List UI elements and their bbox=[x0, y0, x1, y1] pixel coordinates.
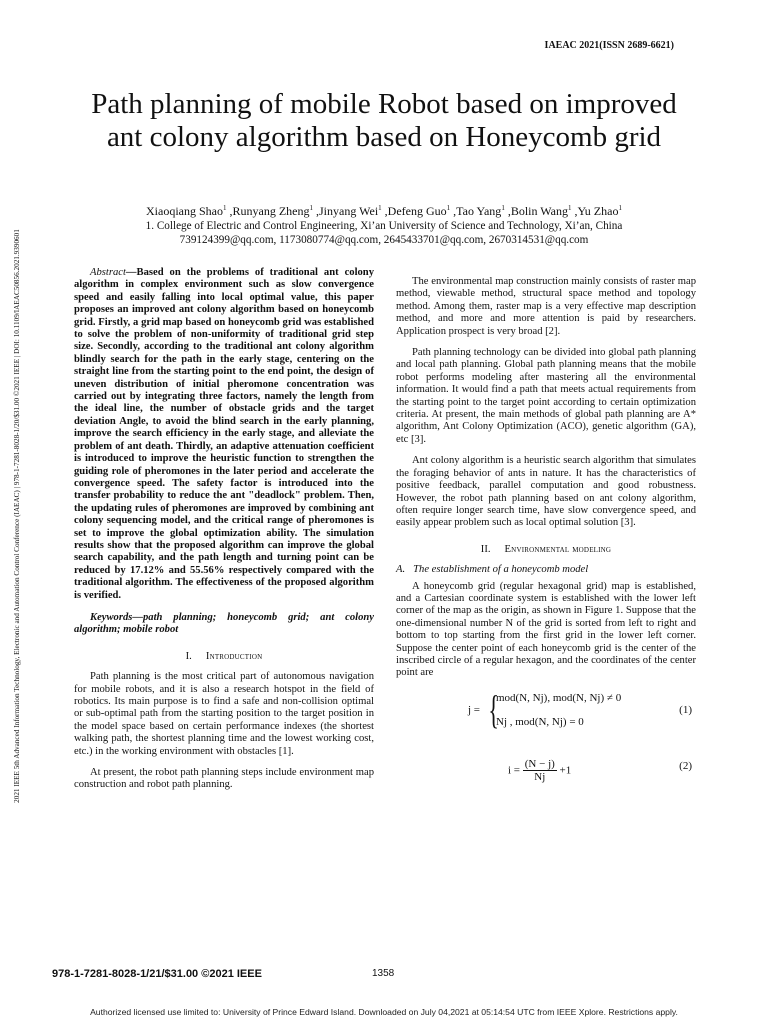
eq1-case2: Nj , mod(N, Nj) = 0 bbox=[496, 715, 584, 728]
section-heading-introduction bbox=[74, 651, 374, 663]
body-paragraph: The environmental map construction mainly consists of raster map method, viewable method, structural space method and topology method. Among them, raster map is a very effective map description method, and more and more attention is paid by researchers. Application prospect is very broad [2]. bbox=[396, 276, 696, 337]
eq2-number: (2) bbox=[679, 759, 692, 772]
affiliation bbox=[60, 219, 708, 247]
right-column bbox=[396, 276, 696, 788]
equation-1 bbox=[396, 688, 696, 742]
author-sup: 1 bbox=[309, 204, 314, 212]
side-doi-text: 2021 IEEE 5th Advanced Information Technology, Electronic and Automation Control Conference (IAEAC) | 978-1-7281-8028-1/20/$31.00 ©2021 IEEE | DOI: 10.1109/IAEAC50856.2021.9390601 bbox=[13, 229, 21, 803]
eq1-number: (1) bbox=[679, 703, 692, 716]
paper-title: Path planning of mobile Robot based on improved ant colony algorithm based on Honeycomb grid bbox=[91, 88, 677, 153]
eq1-brace: { bbox=[488, 686, 499, 732]
license-notice: Authorized licensed use limited to: University of Prince Edward Island. Downloaded on July 04,2021 at 05:14:54 UTC from IEEE Xplore. Restrictions apply. bbox=[90, 1007, 678, 1017]
eq1-lhs: j = bbox=[468, 703, 481, 716]
section-number: I. bbox=[185, 650, 192, 662]
abstract bbox=[74, 267, 374, 602]
keywords bbox=[74, 612, 374, 637]
body-paragraph: A honeycomb grid (regular hexagonal grid) map is established, and a Cartesian coordinate system is established with the lower left corner of the map as the origin, as shown in Figure 1. Suppose that the one-dimensional number N of the grid is sorted from left to right and bottom to top starting from the first grid in the lower left corner. Suppose the center point of each honeycomb grid is the center of the inscribed circle of a regular hexagon, and the coordinates of the center point are bbox=[396, 580, 696, 679]
affiliation-line: 1. College of Electric and Control Engineering, Xi’an University of Science and Technology, Xi’an, China bbox=[145, 220, 623, 232]
author: ,Bolin Wang bbox=[507, 204, 568, 218]
body-paragraph: Path planning technology can be divided into global path planning and local path planning. Global path planning means that the mobile robot performs modeling after mastering all the environmental information. It would find a path that meets actual requirements from the starting point to the target point according to certain optimization criteria. At present, the main methods of global path planning are A* algorithm, Ant Colony Optimization (ACO), genetic algorithm (GA), etc [3]. bbox=[396, 347, 696, 445]
subsection-number: A. bbox=[396, 564, 406, 576]
abstract-label: Abstract bbox=[90, 267, 126, 278]
section-number: II. bbox=[480, 543, 491, 555]
section-title: Environmental modeling bbox=[504, 543, 612, 555]
eq2-numerator: (N − j) bbox=[524, 757, 555, 770]
eq2-tail: +1 bbox=[559, 764, 572, 777]
eq1-case1: mod(N, Nj), mod(N, Nj) ≠ 0 bbox=[496, 691, 622, 704]
author: ,Defeng Guo bbox=[384, 204, 447, 218]
author: Xiaoqiang Shao bbox=[146, 204, 224, 218]
author-sup: 1 bbox=[223, 204, 227, 212]
author-sup: 1 bbox=[378, 204, 382, 212]
left-column bbox=[74, 267, 374, 792]
author-list bbox=[60, 201, 708, 219]
body-paragraph: Ant colony algorithm is a heuristic search algorithm that simulates the foraging behavior of ants in nature. It has the characteristics of positive feedback, parallel computation and good robustness. However, the robot path planning based on ant colony algorithm, often require longer search time, have slow convergence speed, and easily appear problem such as local optimal solution [3]. bbox=[396, 455, 696, 529]
author-sup: 1 bbox=[501, 204, 505, 212]
subsection-title: The establishment of a honeycomb model bbox=[413, 564, 589, 576]
footer-isbn: 978-1-7281-8028-1/21/$31.00 ©2021 IEEE bbox=[52, 968, 262, 980]
intro-paragraph: At present, the robot path planning steps include environment map construction and robot path planning. bbox=[74, 767, 374, 791]
page-number: 1358 bbox=[372, 968, 395, 979]
eq2-lhs: i = bbox=[508, 764, 521, 777]
author-sup: 1 bbox=[618, 204, 622, 212]
keywords-body: —path planning; honeycomb grid; ant colony algorithm; mobile robot bbox=[74, 611, 374, 636]
abstract-body: —Based on the problems of traditional ant colony algorithm in complex environment such as slow convergence speed and easily falling into local optimal value, this paper proposes an improved ant colony algorithm based on honeycomb grid. Firstly, a grid map based on honeycomb grid was established to solve the problem of non-uniformity of traditional grid step size. Secondly, according to the traditional ant colony algorithm blindly search for the path in the early stage, centering on the straight line from the starting point to the end point, the design of uneven distribution of initial pheromone concentration was carried out by integrating three factors, namely the length from the ideal line, the number of obstacle grids and the target deviation Angle, to avoid the blind search in the early planning, improve the search efficiency in the early stage, and alleviate the problem of ant death. Thirdly, an adaptive attenuation coefficient is introduced to improve the heuristic function to strengthen the guiding role of pheromones in the later period and accelerate the convergence speed. The safety factor is introduced into the transfer probability to reduce the ant "deadlock" problem. Then, the updating rules of pheromones are improved by combining ant colony sequencing model, and the critical range of pheromones is set to improve the global optimization ability. The simulation results show that the proposed algorithm can improve the global search capability, and the path length and turning point can be reduced by 17.12% and 55.56% respectively compared with the traditional algorithm. The effectiveness of the proposed algorithm is verified. bbox=[74, 267, 374, 601]
author: ,Runyang Zheng bbox=[229, 204, 310, 218]
author: ,Tao Yang bbox=[453, 204, 502, 218]
eq2-fraction bbox=[523, 758, 557, 784]
eq2-denominator: Nj bbox=[534, 771, 546, 784]
intro-paragraph: Path planning is the most critical part of autonomous navigation for mobile robots, and it is also a research hotspot in the field of robotics. Its main purpose is to find a safe and non-collision optimal or sub-optimal path from the starting position to the target position in the model space based on certain performance indexes (the shortest walking path, the shortest planning time and the lowest working cost, etc.) in the working environment with obstacles [1]. bbox=[74, 671, 374, 757]
eq2-expression bbox=[508, 758, 571, 784]
keywords-label: Keywords bbox=[90, 611, 133, 623]
author-sup: 1 bbox=[567, 204, 572, 212]
author: ,Jinyang Wei bbox=[316, 204, 379, 218]
author: ,Yu Zhao bbox=[574, 204, 619, 218]
section-heading-environmental-modeling bbox=[396, 544, 696, 556]
author-sup: 1 bbox=[446, 204, 451, 212]
side-doi-strip bbox=[10, 126, 24, 906]
journal-tag: IAEAC 2021(ISSN 2689-6621) bbox=[544, 40, 674, 51]
section-title: Introduction bbox=[205, 650, 263, 662]
subsection-heading bbox=[396, 564, 696, 576]
email-list: 739124399@qq.com, 1173080774@qq.com, 2645433701@qq.com, 2670314531@qq.com bbox=[179, 234, 589, 246]
equation-2 bbox=[396, 748, 696, 788]
